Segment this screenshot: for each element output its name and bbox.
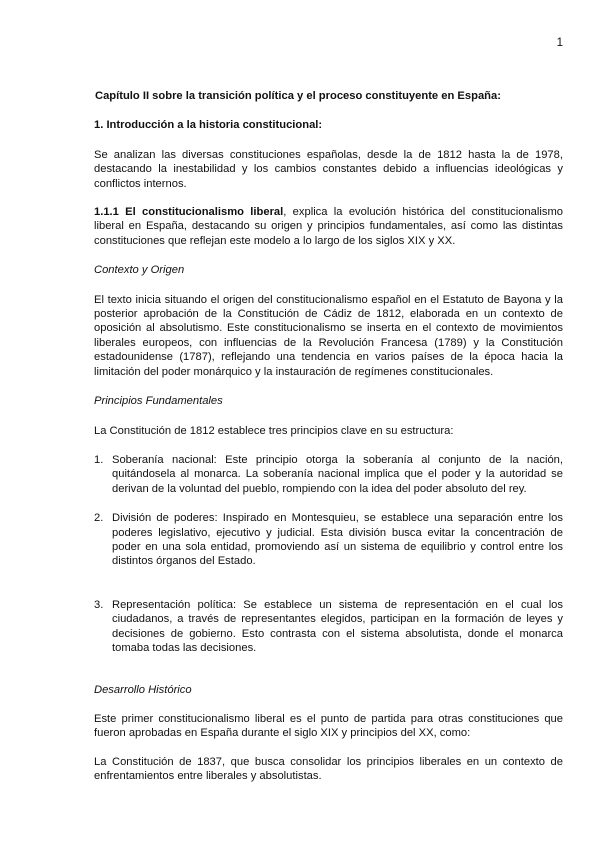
constitucion-1837-paragraph: La Constitución de 1837, que busca consolidar los principios liberales en un contexto de enfrentamientos entre liberales y absolutistas. [94, 755, 563, 782]
list-item-text: Soberanía nacional: Este principio otorga la soberanía al conjunto de la nación, quitándosela al monarca. La soberanía nacional implica que el poder y la autoridad se derivan de la voluntad del pueblo, rompiendo con la idea del poder absoluto del rey. [112, 453, 563, 495]
desarrollo-heading: Desarrollo Histórico [94, 684, 192, 697]
desarrollo-paragraph: Este primer constitucionalismo liberal es el punto de partida para otras constituciones que fueron aprobadas en España durante el siglo XIX y principios del XX, como: [94, 712, 563, 740]
page-number: 1 [556, 37, 563, 49]
subsection-heading: 1.1.1 El constitucionalismo liberal [94, 206, 284, 219]
subsection-paragraph [94, 205, 563, 248]
list-item-number: 2. [94, 512, 104, 525]
list-item-text: División de poderes: Inspirado en Montesquieu, se establece una separación entre los poderes legislativo, ejecutivo y judicial. Esta división busca evitar la concentración de poder en una sola entidad, promoviendo así un sistema de equilibrio y control entre los distintos órganos del Estado. [112, 512, 563, 568]
contexto-heading: Contexto y Origen [94, 264, 185, 277]
list-item [94, 453, 563, 496]
principios-intro: La Constitución de 1812 establece tres principios clave en su estructura: [94, 424, 454, 437]
subsection-text: , explica la evolución histórica del constitucionalismo liberal en España, destacando su origen y principios fundamentales, así como las distintas constituciones que reflejan este modelo a lo largo de los siglos XIX y XX. [94, 206, 563, 247]
document-body [94, 89, 563, 783]
list-item-text: Representación política: Se establece un sistema de representación en el cual los ciudadanos, a través de representantes elegidos, participan en la formación de leyes y decisiones de gobierno. Esto contrasta con el sistema absolutista, donde el monarca tomaba todas las decisiones. [112, 598, 563, 654]
section-title: 1. Introducción a la historia constitucional: [94, 119, 323, 132]
list-item [94, 598, 563, 656]
list-item-number: 1. [94, 453, 104, 466]
intro-paragraph: Se analizan las diversas constituciones españolas, desde la de 1812 hasta la de 1978, destacando la inestabilidad y los cambios constantes debido a influencias ideológicas y conflictos internos. [94, 148, 563, 190]
list-item-number: 3. [94, 598, 104, 611]
list-item [94, 511, 563, 569]
contexto-paragraph: El texto inicia situando el origen del constitucionalismo español en el Estatuto de Bayona y la posterior aprobación de la Constitución de Cádiz de 1812, elaborada en un contexto de oposición al absolutismo. Este constitucionalismo se inserta en el contexto de movimientos liberales europeos, con influencias de la Revolución Francesa (1789) y la Constitución estadounidense (1787), reflejando una tendencia en varios países de la época hacia la limitación del poder monárquico y la instauración de regímenes constitucionales. [94, 293, 563, 378]
chapter-title: Capítulo II sobre la transición política y el proceso constituyente en España: [95, 90, 501, 102]
principios-heading: Principios Fundamentales [94, 395, 223, 408]
